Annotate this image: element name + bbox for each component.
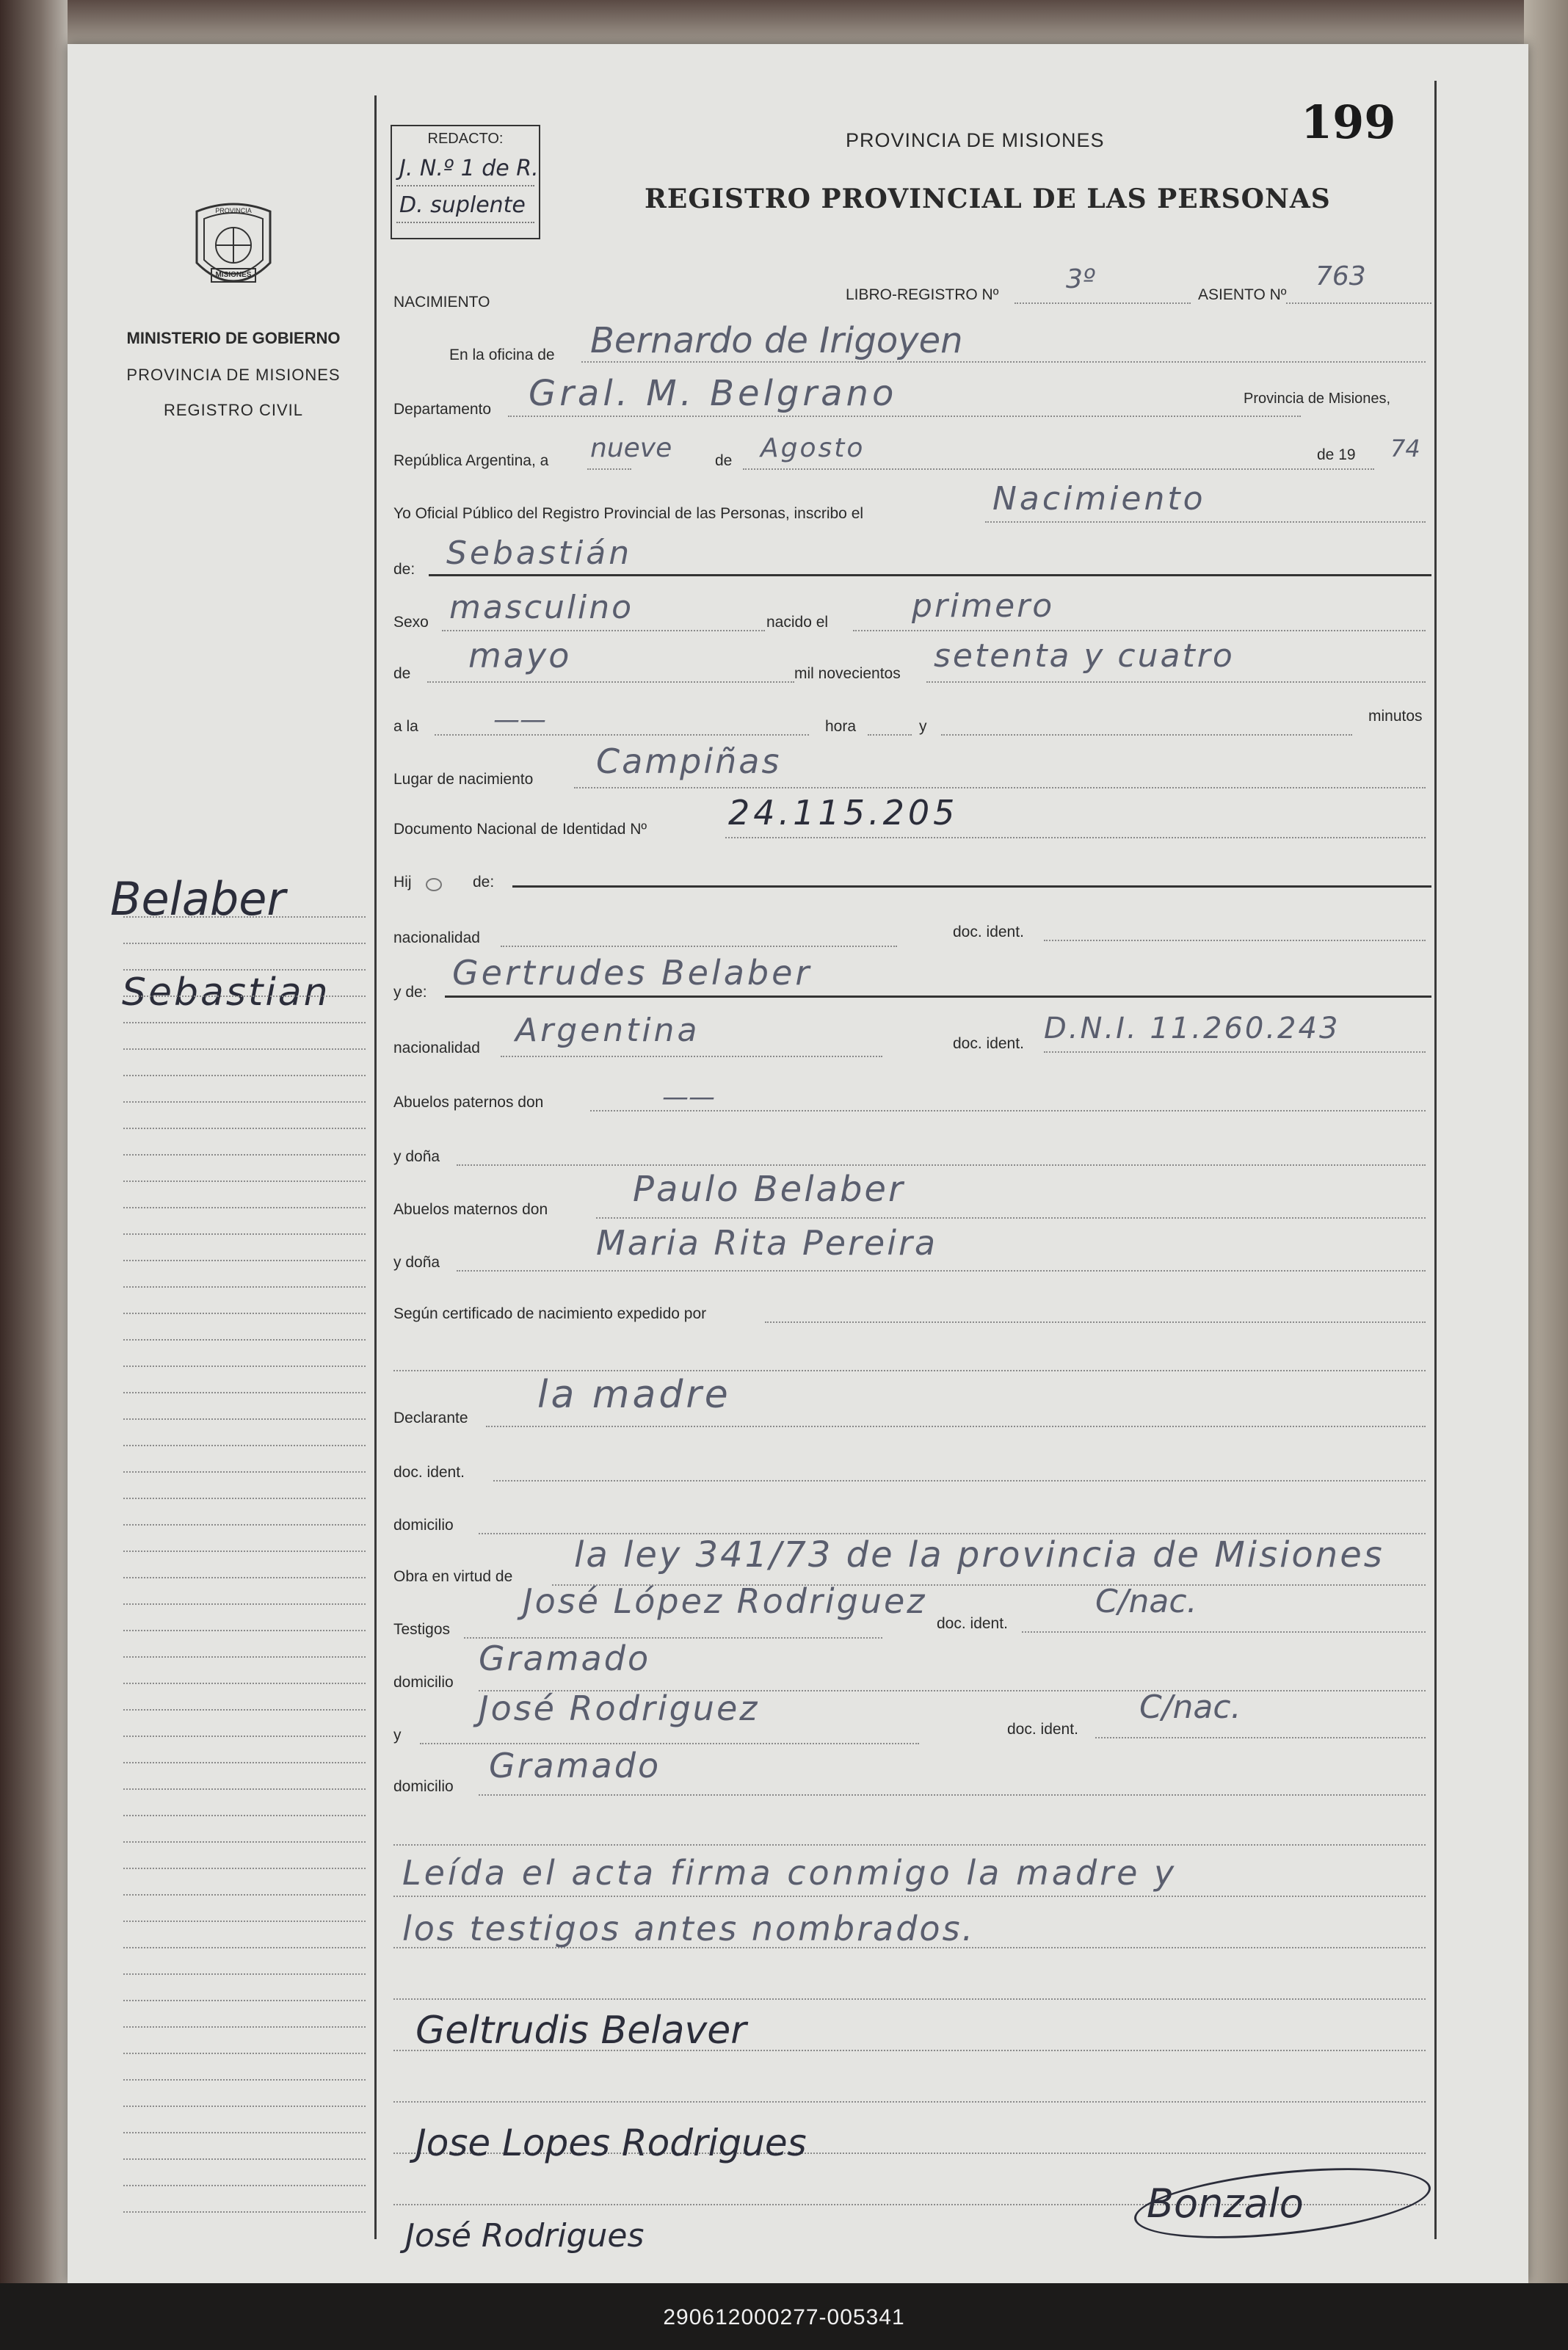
province-heading: PROVINCIA DE MISIONES	[846, 129, 1105, 151]
margin-ruled-line	[123, 916, 366, 918]
ministry-line1: MINISTERIO DE GOBIERNO	[126, 329, 341, 347]
testigos-label: Testigos	[393, 1621, 451, 1638]
nombre-value: Sebastián	[446, 534, 633, 572]
y2-label: y	[393, 1727, 402, 1744]
image-code: 290612000277-005341	[663, 2305, 905, 2329]
doc-ident4-value: C/nac.	[1095, 1583, 1197, 1620]
margin-ruled-line	[123, 2053, 366, 2055]
notes-ruled-line	[393, 1896, 1426, 1898]
doc-ident2-label: doc. ident.	[953, 1035, 1024, 1052]
margin-ruled-line	[123, 1128, 366, 1130]
madre-value: Gertrudes Belaber	[452, 953, 813, 993]
oficina-value: Bernardo de Irigoyen	[590, 320, 963, 361]
doc-ident4-label: doc. ident.	[937, 1615, 1008, 1632]
domicilio-label: domicilio	[393, 1517, 454, 1534]
margin-ruled-line	[123, 2106, 366, 2108]
margin-ruled-line	[123, 1313, 366, 1315]
domicilio2-value: Gramado	[479, 1639, 651, 1678]
margin-given-name: Sebastian	[122, 971, 330, 1015]
nacionalidad2-value: Argentina	[515, 1012, 700, 1049]
abuelos-paternos-label: Abuelos paternos don	[393, 1094, 544, 1111]
margin-ruled-line	[123, 1868, 366, 1870]
background-top	[0, 0, 1568, 44]
notes-line1: Leída el acta firma conmigo la madre y	[402, 1853, 1177, 1893]
margin-ruled-line	[123, 1101, 366, 1103]
oficina-label: En la oficina de	[449, 347, 555, 363]
inscribo-value: Nacimiento	[992, 480, 1206, 518]
ministry-seal	[182, 197, 285, 300]
margin-ruled-line	[123, 1762, 366, 1764]
seal-bottom-text: MISIONES	[215, 271, 252, 279]
redacto-line2: D. suplente	[399, 192, 526, 218]
margin-ruled-line	[123, 1973, 366, 1976]
redacto-label: REDACTO:	[427, 131, 504, 147]
margin-ruled-line	[123, 1524, 366, 1526]
margin-ruled-line	[123, 1022, 366, 1024]
de-label: de	[715, 452, 733, 469]
a-la-value: ——	[493, 705, 546, 735]
declarante-value: la madre	[537, 1373, 731, 1417]
departamento-value: Gral. M. Belgrano	[529, 373, 898, 414]
segun-label: Según certificado de nacimiento expedido por	[393, 1305, 707, 1322]
doc-ident2-value: D.N.I. 11.260.243	[1044, 1012, 1340, 1045]
libro-value: 3º	[1066, 264, 1095, 294]
margin-ruled-line	[123, 1075, 366, 1077]
margin-ruled-line	[123, 1603, 366, 1606]
margin-ruled-line	[123, 1709, 366, 1711]
obra-value: la ley 341/73 de la provincia de Misiones	[574, 1534, 1384, 1575]
margin-ruled-line	[123, 969, 366, 971]
declarante-label: Declarante	[393, 1410, 468, 1426]
redacto-line1: J. N.º 1 de R.	[399, 156, 539, 181]
de2-label: de	[393, 665, 411, 682]
documento-value: 24.115.205	[728, 793, 959, 833]
y-de-label: y de:	[393, 984, 427, 1001]
hijo-label: Hij	[393, 874, 412, 891]
hijo-suffix-label: de:	[473, 874, 495, 891]
margin-ruled-line	[123, 943, 366, 945]
mil-label: mil novecientos	[794, 665, 901, 682]
margin-ruled-line	[123, 1551, 366, 1553]
asiento-value: 763	[1315, 261, 1366, 291]
domicilio3-value: Gramado	[489, 1746, 661, 1785]
margin-ruled-line	[123, 1048, 366, 1051]
margin-ruled-line	[123, 1841, 366, 1843]
documento-label: Documento Nacional de Identidad Nº	[393, 821, 647, 838]
margin-ruled-line	[123, 1233, 366, 1236]
anio-label: de 19	[1317, 446, 1356, 463]
sexo-value: masculino	[449, 589, 634, 626]
y-dona-label: y doña	[393, 1148, 440, 1165]
mes-nac-value: mayo	[468, 636, 572, 675]
provincia-label: Provincia de Misiones,	[1244, 391, 1391, 407]
notes-line2: los testigos antes nombrados.	[402, 1909, 976, 1948]
margin-ruled-line	[123, 1577, 366, 1579]
y-dona2-label: y doña	[393, 1254, 440, 1271]
official-signature-flourish	[1131, 2156, 1434, 2250]
background-right	[1524, 0, 1568, 2350]
margin-ruled-line	[123, 2158, 366, 2161]
margin-ruled-line	[123, 1392, 366, 1394]
signature-official: Bonzalo	[1147, 2180, 1304, 2227]
margin-ruled-line	[123, 996, 366, 998]
margin-ruled-line	[123, 1339, 366, 1341]
testigo2-value: José Rodriguez	[479, 1689, 760, 1728]
page-number: 199	[1301, 95, 1396, 149]
doc-ident5-value: C/nac.	[1139, 1689, 1241, 1726]
de-nombre-label: de:	[393, 561, 415, 578]
departamento-label: Departamento	[393, 401, 492, 418]
republica-label: República Argentina, a	[393, 452, 549, 469]
margin-ruled-line	[123, 1260, 366, 1262]
margin-ruled-line	[123, 1181, 366, 1183]
lugar-label: Lugar de nacimiento	[393, 771, 534, 788]
margin-ruled-line	[123, 1736, 366, 1738]
anio-value: 74	[1390, 435, 1420, 463]
domicilio2-label: domicilio	[393, 1674, 454, 1691]
libro-label: LIBRO-REGISTRO Nº	[846, 286, 999, 303]
margin-ruled-line	[123, 1656, 366, 1658]
nacionalidad-label: nacionalidad	[393, 929, 480, 946]
margin-ruled-line	[123, 1630, 366, 1632]
signature-witness1: Jose Lopes Rodrigues	[415, 2122, 807, 2164]
domicilio3-label: domicilio	[393, 1778, 454, 1795]
dona2-value: Maria Rita Pereira	[596, 1223, 938, 1263]
sexo-label: Sexo	[393, 614, 429, 631]
nacionalidad2-label: nacionalidad	[393, 1040, 480, 1056]
nacido-value: primero	[912, 587, 1055, 625]
notes-ruled-line	[393, 2101, 1426, 2103]
ministry-line3: REGISTRO CIVIL	[163, 401, 304, 419]
minutos-label: minutos	[1368, 708, 1423, 725]
margin-ruled-line	[123, 1286, 366, 1288]
margin-ruled-line	[123, 1683, 366, 1685]
signature-witness2: José Rodrigues	[405, 2217, 645, 2255]
seal-top-text: PROVINCIA	[215, 207, 252, 214]
notes-ruled-line	[393, 1844, 1426, 1846]
margin-surname: Belaber	[110, 872, 286, 926]
margin-ruled-line	[123, 1471, 366, 1473]
margin-ruled-line	[123, 1788, 366, 1791]
y-label: y	[919, 718, 927, 735]
margin-ruled-line	[123, 1815, 366, 1817]
abuelos-maternos-value: Paulo Belaber	[633, 1169, 905, 1210]
redacto-box	[391, 125, 540, 239]
nacimiento-label: NACIMIENTO	[393, 294, 490, 311]
margin-ruled-line	[123, 1894, 366, 1896]
abuelos-paternos-value: ——	[662, 1082, 715, 1112]
margin-ruled-line	[123, 1445, 366, 1447]
register-page	[68, 44, 1528, 2283]
doc-ident5-label: doc. ident.	[1007, 1721, 1078, 1738]
nacido-label: nacido el	[766, 614, 829, 631]
margin-ruled-line	[123, 2000, 366, 2002]
signature-mother: Geltrudis Belaver	[415, 2009, 747, 2053]
margin-ruled-line	[123, 2079, 366, 2081]
margin-ruled-line	[123, 2026, 366, 2028]
margin-ruled-line	[123, 1947, 366, 1949]
dia-value: nueve	[590, 433, 672, 463]
hora-label: hora	[825, 718, 857, 735]
margin-ruled-line	[123, 1498, 366, 1500]
lugar-value: Campiñas	[596, 741, 782, 781]
background-left	[0, 0, 68, 2350]
doc-ident3-label: doc. ident.	[393, 1464, 465, 1481]
abuelos-maternos-label: Abuelos maternos don	[393, 1201, 548, 1218]
margin-ruled-line	[123, 2211, 366, 2213]
a-la-label: a la	[393, 718, 418, 735]
page-title: REGISTRO PROVINCIAL DE LAS PERSONAS	[645, 184, 1331, 214]
ministry-line2: PROVINCIA DE MISIONES	[126, 366, 341, 384]
right-margin-rule	[1434, 81, 1437, 2239]
margin-ruled-line	[123, 1418, 366, 1421]
notes-ruled-line	[393, 1998, 1426, 2001]
asiento-label: ASIENTO Nº	[1198, 286, 1287, 303]
margin-ruled-line	[123, 2132, 366, 2134]
obra-label: Obra en virtud de	[393, 1568, 513, 1585]
margin-ruled-line	[123, 1366, 366, 1368]
left-column-rule	[374, 95, 377, 2239]
mes-value: Agosto	[761, 433, 865, 463]
doc-ident-label: doc. ident.	[953, 924, 1024, 940]
margin-ruled-line	[123, 2185, 366, 2187]
testigo1-value: José López Rodriguez	[523, 1581, 927, 1621]
anio-nac-value: setenta y cuatro	[934, 637, 1235, 675]
margin-ruled-line	[123, 1154, 366, 1156]
yo-oficial-label: Yo Oficial Público del Registro Provincial de las Personas, inscribo el	[393, 505, 864, 522]
margin-ruled-line	[123, 1207, 366, 1209]
margin-ruled-line	[123, 1921, 366, 1923]
